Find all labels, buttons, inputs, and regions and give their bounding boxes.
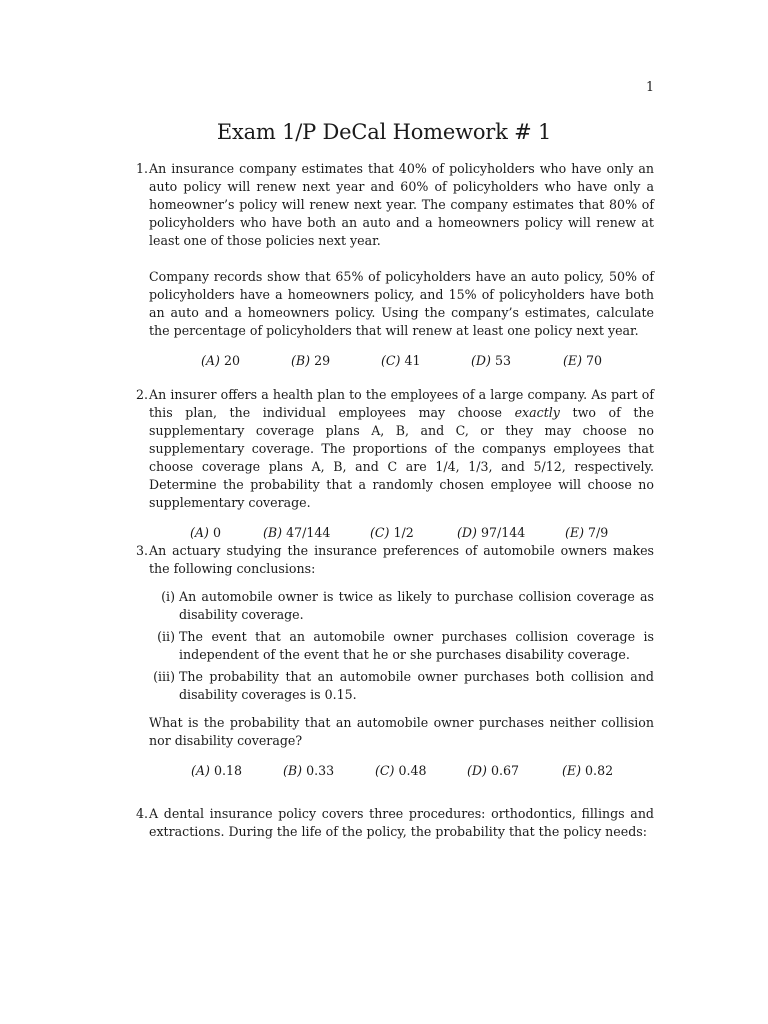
choice-label: (B): [291, 353, 311, 368]
condition-item: [149, 628, 654, 664]
problem-number: 3.: [135, 543, 148, 558]
choice-value: 47/144: [286, 525, 331, 540]
problem-number: 2.: [135, 387, 148, 402]
answer-choice-b: [263, 524, 370, 542]
answer-choices: [149, 352, 654, 370]
choice-value: 29: [314, 353, 331, 368]
choice-value: 1/2: [393, 525, 414, 540]
answer-choice-c: [381, 352, 471, 370]
condition-number: (ii): [157, 629, 175, 644]
answer-choice-d: [467, 762, 562, 780]
choice-value: 41: [404, 353, 421, 368]
choice-value: 7/9: [588, 525, 609, 540]
choice-label: (E): [563, 353, 583, 368]
choice-label: (C): [370, 525, 390, 540]
choice-value: 20: [223, 353, 240, 368]
condition-text: The probability that an automobile owner purchases both collision and disability coverages is 0.15.: [179, 669, 654, 702]
answer-choices: [149, 762, 654, 780]
page-title: Exam 1/P DeCal Homework # 1: [216, 120, 552, 144]
condition-text: The event that an automobile owner purchases collision coverage is independent of the event that he or she purchases disability coverage.: [179, 629, 654, 662]
answer-choice-e: [565, 524, 608, 542]
problem-4: [132, 805, 654, 841]
problem-text: Company records show that 65% of policyholders have an auto policy, 50% of policyholders have a homeowners policy, and 15% of policyholders have both an auto and a homeowners policy. Using the company’s estimates, calculate the percentage of policyholders that will renew at least one policy next year.: [149, 269, 654, 338]
answer-choice-b: [283, 762, 375, 780]
choice-label: (D): [457, 525, 477, 540]
choice-label: (B): [263, 525, 283, 540]
answer-choice-c: [375, 762, 467, 780]
answer-choice-b: [291, 352, 381, 370]
choice-label: (A): [190, 525, 209, 540]
problem-number: 1.: [135, 161, 148, 176]
condition-number: (iii): [153, 669, 175, 684]
choice-value: 0.33: [306, 763, 335, 778]
answer-choice-e: [563, 352, 602, 370]
condition-item: [149, 668, 654, 704]
answer-choice-c: [370, 524, 457, 542]
answer-choices: [149, 524, 654, 542]
choice-label: (A): [191, 763, 210, 778]
choice-value: 70: [586, 353, 603, 368]
problem-text-end: two of the supplementary coverage plans A, B, and C, or they may choose no supplementary coverage. The proportions of the companys employees that choose coverage plans A, B, and C are 1/4, 1/3, and 5/12, respectively. Determine the probability that a randomly chosen employee will choose no supplementary coverage.: [149, 405, 654, 510]
answer-choice-d: [471, 352, 563, 370]
choice-label: (C): [375, 763, 395, 778]
choice-label: (C): [381, 353, 401, 368]
choice-value: 0.82: [585, 763, 614, 778]
problem-1: [132, 160, 654, 370]
page-number: 1: [645, 79, 654, 94]
choice-label: (E): [562, 763, 582, 778]
answer-choice-a: [201, 352, 291, 370]
choice-value: 0.48: [398, 763, 427, 778]
answer-choice-d: [457, 524, 565, 542]
problem-text-start: An insurer offers a health plan to the employees of a large company. As part of this plan, the individual employees may choose: [149, 387, 654, 420]
choice-value: 0.67: [490, 763, 519, 778]
choice-label: (A): [201, 353, 220, 368]
choice-value: 53: [494, 353, 511, 368]
choice-label: (B): [283, 763, 303, 778]
choice-value: 0: [212, 525, 221, 540]
answer-choice-e: [562, 762, 613, 780]
problem-question: What is the probability that an automobile owner purchases neither collision nor disability coverage?: [149, 715, 654, 748]
problem-3: [132, 542, 654, 780]
problem-number: 4.: [135, 806, 148, 821]
condition-number: (i): [161, 589, 175, 604]
choice-value: 97/144: [480, 525, 526, 540]
problem-text: An insurance company estimates that 40% of policyholders who have only an auto policy will renew next year and 60% of policyholders who have only a homeowner’s policy will renew next year. The company estimates that 80% of policyholders who have both an auto and a homeowners policy will renew at least one of those policies next year.: [149, 161, 654, 248]
problem-text: [149, 386, 654, 512]
choice-value: 0.18: [213, 763, 242, 778]
problem-2: [132, 386, 654, 542]
problem-text: A dental insurance policy covers three procedures: orthodontics, fillings and extractions. During the life of the policy, the probability that the policy needs:: [149, 806, 654, 839]
condition-item: [149, 588, 654, 624]
emphasis-text: exactly: [514, 405, 560, 420]
answer-choice-a: [191, 762, 283, 780]
problem-text: An actuary studying the insurance preferences of automobile owners makes the following conclusions:: [149, 543, 654, 576]
answer-choice-a: [190, 524, 263, 542]
choice-label: (D): [467, 763, 487, 778]
choice-label: (D): [471, 353, 491, 368]
choice-label: (E): [565, 525, 585, 540]
condition-text: An automobile owner is twice as likely to purchase collision coverage as disability coverage.: [179, 589, 654, 622]
conditions-list: [149, 588, 654, 704]
